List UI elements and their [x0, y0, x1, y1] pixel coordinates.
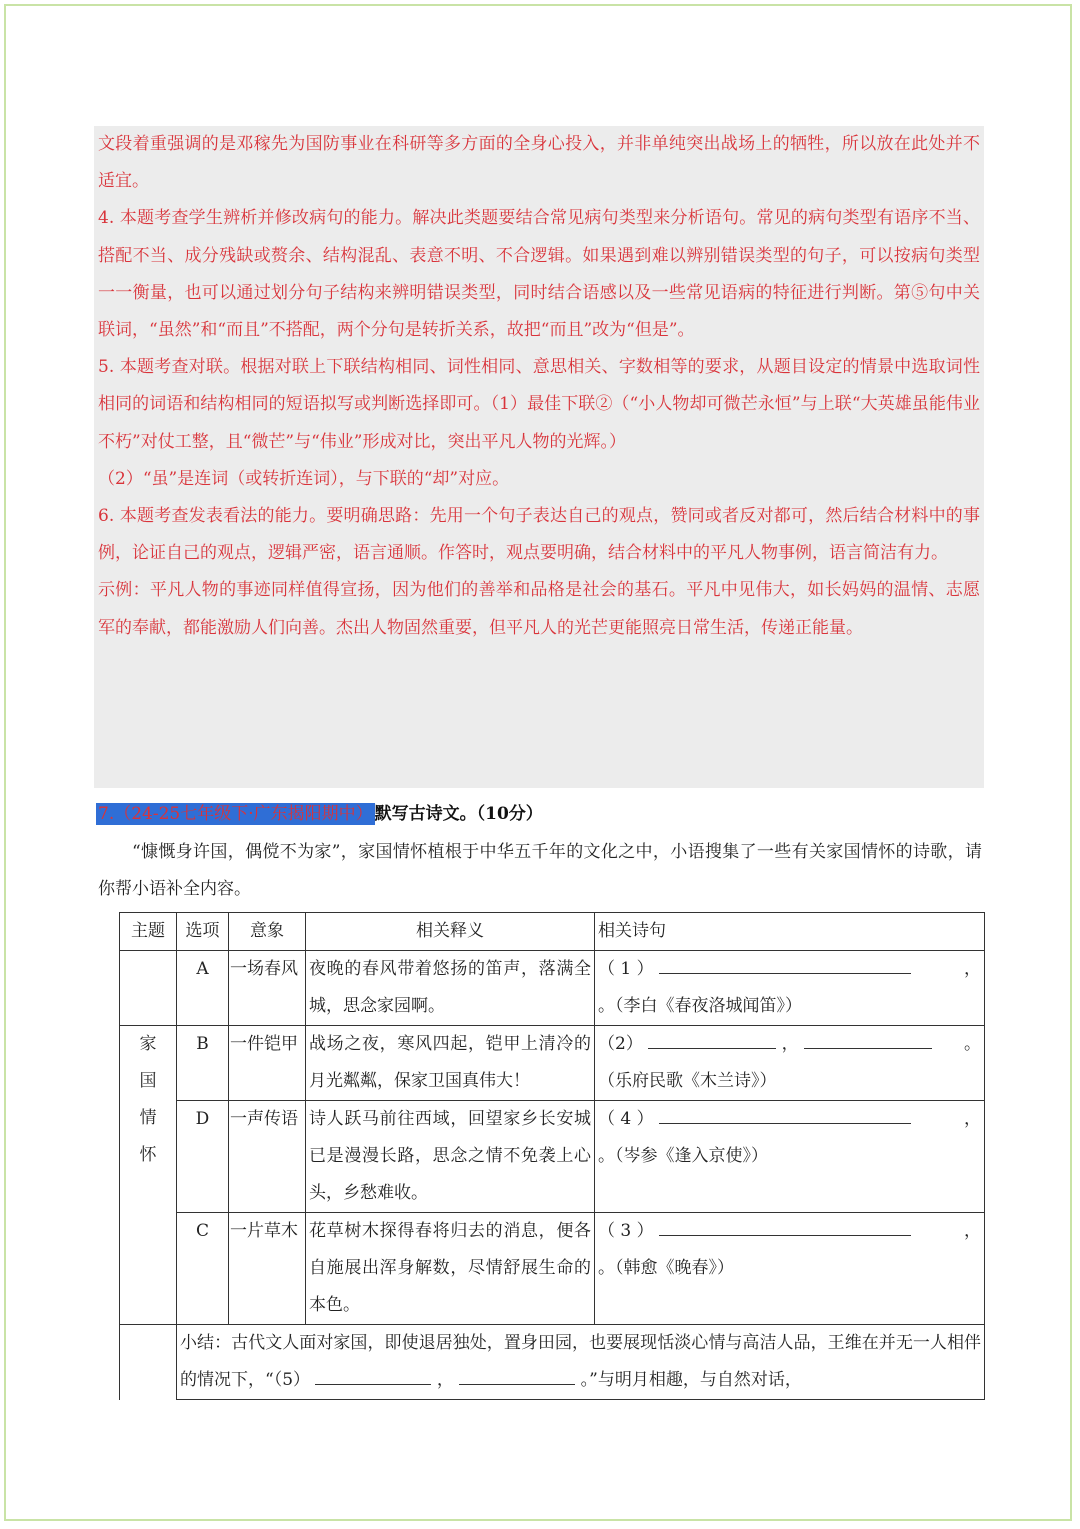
- theme-cell-empty: [120, 951, 177, 1026]
- summary-text-end: 。”与明月相趣，与自然对话，: [580, 1370, 802, 1390]
- question-intro: “慷慨身许国，偶傥不为家”，家国情怀植根于中华五千年的文化之中，小语搜集了一些有关家国情怀的诗歌，请你帮小语补全内容。: [98, 842, 982, 899]
- theme-char: 情: [139, 1108, 157, 1128]
- answer-blank[interactable]: [459, 1364, 575, 1385]
- punctuation: ，: [964, 959, 981, 979]
- theme-char: 国: [139, 1071, 157, 1091]
- header-theme: 主题: [120, 913, 177, 951]
- table-summary-row: [120, 1325, 985, 1400]
- explanation-cell: 夜晚的春风带着悠扬的笛声，落满全城，思念家园啊。: [306, 951, 595, 1026]
- theme-char: 怀: [139, 1145, 157, 1165]
- poem-source: 。（岑参《逢入京使》）: [598, 1146, 768, 1166]
- table-row: [120, 1026, 985, 1101]
- poem-cell: [595, 951, 985, 1026]
- summary-text-start: 小结：古代文人面对家国，即使退居独处，置身田园，也要展现恬淡心情与高洁人品，王维在并无一人相伴的情况下，“（5）: [180, 1333, 981, 1390]
- punctuation: 。: [964, 1034, 981, 1054]
- blank-number: （ 4 ）: [598, 1109, 654, 1129]
- poem-source: （乐府民歌《木兰诗》）: [598, 1071, 777, 1091]
- explanation-cell: 诗人跃马前往西域，回望家乡长安城已是漫漫长路，思念之情不免袭上心头，乡愁难收。: [306, 1101, 595, 1213]
- punctuation: ，: [964, 1109, 981, 1129]
- explanation-cell: 花草树木探得春将归去的消息，便各自施展出浑身解数，尽情舒展生命的本色。: [306, 1213, 595, 1325]
- table-row: [120, 1213, 985, 1325]
- poem-cell: [595, 1101, 985, 1213]
- blank-number: （ 1 ）: [598, 959, 654, 979]
- table-row: [120, 1101, 985, 1213]
- answer-blank[interactable]: [648, 1028, 776, 1049]
- answer-paragraph: 示例：平凡人物的事迹同样值得宣扬，因为他们的善举和品格是社会的基石。平凡中见伟大，如长妈妈的温情、志愿军的奉献，都能激励人们向善。杰出人物固然重要，但平凡人的光芒更能照亮日常生活，传递正能量。: [98, 580, 980, 638]
- table-header-row: [120, 913, 985, 951]
- question-source-tag: 7.（24-25七年级下·广东揭阳期中）: [98, 804, 373, 824]
- option-cell: B: [177, 1026, 229, 1101]
- poem-source: 。（韩愈《晚春》）: [598, 1258, 734, 1278]
- blank-number: （ 3 ）: [598, 1221, 654, 1241]
- answer-blank[interactable]: [804, 1028, 932, 1049]
- question-title: 默写古诗文。（10分）: [374, 804, 543, 824]
- answer-paragraph: 文段着重强调的是邓稼先为国防事业在科研等多方面的全身心投入，并非单纯突出战场上的牺牲，所以放在此处并不适宜。: [98, 134, 980, 192]
- summary-punct: ，: [436, 1370, 454, 1390]
- answer-blank[interactable]: [659, 953, 911, 974]
- table-row: [120, 951, 985, 1026]
- answer-paragraph: 6. 本题考查发表看法的能力。要明确思路：先用一个句子表达自己的观点，赞同或者反对都可，然后结合材料中的事例，论证自己的观点，逻辑严密，语言通顺。作答时，观点要明确，结合材料中的平凡人物事例，语言简洁有力。: [98, 506, 980, 564]
- summary-spacer: [120, 1325, 177, 1400]
- header-explanation: 相关释义: [306, 913, 595, 951]
- answer-blank[interactable]: [659, 1215, 911, 1236]
- option-cell: A: [177, 951, 229, 1026]
- answer-explanations: [98, 126, 980, 647]
- answer-paragraph: 4. 本题考查学生辨析并修改病句的能力。解决此类题要结合常见病句类型来分析语句。常见的病句类型有语序不当、搭配不当、成分残缺或赘余、结构混乱、表意不明、不合逻辑。如果遇到难以辨别错误类型的句子，可以按病句类型一一衡量，也可以通过划分句子结构来辨明错误类型，同时结合语感以及一些常见语病的特征进行判断。第⑤句中关联词，“虽然”和“而且”不搭配，两个分句是转折关系，故把“而且”改为“但是”。: [98, 208, 980, 341]
- explanation-cell: 战场之夜，寒风四起，铠甲上清冷的月光粼粼，保家卫国真伟大！: [306, 1026, 595, 1101]
- poem-source: 。（李白《春夜洛城闻笛》）: [598, 996, 802, 1016]
- punctuation: ，: [781, 1034, 799, 1054]
- theme-cell: [120, 1026, 177, 1325]
- header-image: 意象: [229, 913, 306, 951]
- answer-paragraph: 5. 本题考查对联。根据对联上下联结构相同、词性相同、意思相关、字数相等的要求，从题目设定的情景中选取词性相同的词语和结构相同的短语拟写或判断选择即可。（1）最佳下联②（“小人物却可微芒永恒”与上联“大英雄虽能伟业不朽”对仗工整，且“微芒”与“伟业”形成对比，突出平凡人物的光辉。）: [98, 357, 980, 452]
- answer-blank[interactable]: [315, 1364, 431, 1385]
- header-poem: 相关诗句: [595, 913, 985, 951]
- answer-blank[interactable]: [659, 1103, 911, 1124]
- poem-cell: [595, 1213, 985, 1325]
- image-cell: 一件铠甲: [229, 1026, 306, 1101]
- option-cell: D: [177, 1101, 229, 1213]
- theme-char: 家: [139, 1034, 157, 1054]
- question-heading: [96, 800, 543, 828]
- image-cell: 一片草木: [229, 1213, 306, 1325]
- header-option: 选项: [177, 913, 229, 951]
- summary-cell: [177, 1325, 985, 1400]
- image-cell: 一场春风: [229, 951, 306, 1026]
- poem-cell: [595, 1026, 985, 1101]
- image-cell: 一声传语: [229, 1101, 306, 1213]
- answer-paragraph: （2）“虽”是连词（或转折连词），与下联的“却”对应。: [98, 468, 510, 489]
- option-cell: C: [177, 1213, 229, 1325]
- punctuation: ，: [964, 1221, 981, 1241]
- blank-number: （2）: [598, 1034, 643, 1054]
- poem-table: [119, 912, 985, 1400]
